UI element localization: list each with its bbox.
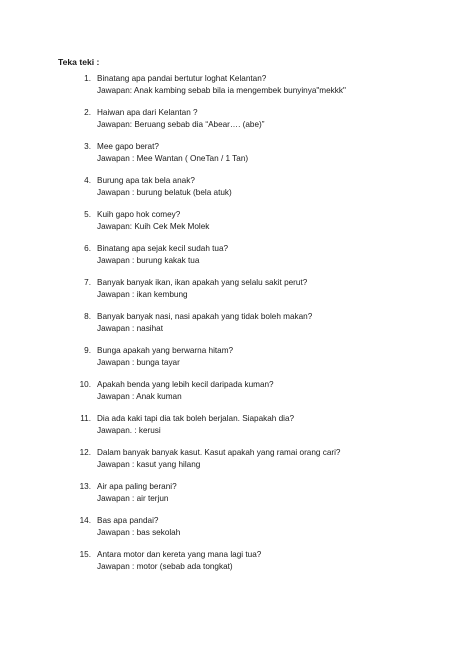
riddle-item [0, 277, 474, 311]
riddle-question: Bunga apakah yang berwarna hitam? [97, 346, 234, 355]
riddle-answer: Jawapan : burung kakak tua [97, 255, 200, 265]
riddle-item [0, 481, 474, 515]
riddle-question: Antara motor dan kereta yang mana lagi tua? [97, 550, 262, 559]
riddle-item [0, 73, 474, 107]
riddle-question: Air apa paling berani? [97, 482, 177, 491]
riddle-number: 5. [84, 210, 91, 219]
riddle-answer: Jawapan: Beruang sebab dia “Abear…. (abe)” [97, 119, 265, 129]
riddle-number: 11. [80, 414, 91, 423]
riddle-item [0, 549, 474, 583]
riddle-question: Bas apa pandai? [97, 516, 159, 525]
document-title: Teka teki : [58, 57, 100, 67]
riddle-item [0, 345, 474, 379]
riddle-answer: Jawapan : bas sekolah [97, 527, 181, 537]
riddle-number: 15. [79, 550, 91, 559]
riddle-item [0, 107, 474, 141]
riddle-answer: Jawapan : ikan kembung [97, 289, 188, 299]
riddle-item [0, 311, 474, 345]
riddle-answer: Jawapan : burung belatuk (bela atuk) [97, 187, 232, 197]
riddle-number: 6. [84, 244, 91, 253]
riddle-number: 8. [84, 312, 91, 321]
riddle-item [0, 175, 474, 209]
riddle-item [0, 447, 474, 481]
riddle-answer: Jawapan : air terjun [97, 493, 169, 503]
riddle-item [0, 209, 474, 243]
riddle-item [0, 141, 474, 175]
riddle-question: Kuih gapo hok comey? [97, 210, 181, 219]
riddle-question: Mee gapo berat? [97, 142, 159, 151]
riddle-question: Dalam banyak banyak kasut. Kasut apakah yang ramai orang cari? [97, 448, 341, 457]
riddle-question: Dia ada kaki tapi dia tak boleh berjalan. Siapakah dia? [97, 414, 295, 423]
riddle-question: Burung apa tak bela anak? [97, 176, 195, 185]
riddle-number: 7. [84, 278, 91, 287]
riddle-item [0, 243, 474, 277]
riddle-number: 14. [79, 516, 91, 525]
riddle-number: 9. [84, 346, 91, 355]
riddle-list [0, 73, 474, 583]
riddle-question: Binatang apa pandai bertutur loghat Kelantan? [97, 74, 267, 83]
riddle-item [0, 515, 474, 549]
riddle-number: 1. [84, 74, 91, 83]
riddle-number: 3. [84, 142, 91, 151]
riddle-number: 2. [84, 108, 91, 117]
riddle-item [0, 413, 474, 447]
riddle-answer: Jawapan : nasihat [97, 323, 163, 333]
riddle-answer: Jawapan : Mee Wantan ( OneTan / 1 Tan) [97, 153, 249, 163]
riddle-answer: Jawapan. : kerusi [97, 425, 161, 435]
riddle-answer: Jawapan: Anak kambing sebab bila ia mengembek bunyinya"mekkk" [97, 85, 346, 95]
riddle-answer: Jawapan : kasut yang hilang [97, 459, 201, 469]
riddle-answer: Jawapan: Kuih Cek Mek Molek [97, 221, 210, 231]
riddle-answer: Jawapan : bunga tayar [97, 357, 180, 367]
riddle-question: Binatang apa sejak kecil sudah tua? [97, 244, 229, 253]
riddle-number: 4. [84, 176, 91, 185]
riddle-question: Banyak banyak ikan, ikan apakah yang selalu sakit perut? [97, 278, 308, 287]
riddle-number: 12. [79, 448, 91, 457]
riddle-question: Haiwan apa dari Kelantan ? [97, 108, 198, 117]
riddle-question: Banyak banyak nasi, nasi apakah yang tidak boleh makan? [97, 312, 313, 321]
riddle-number: 10. [79, 380, 91, 389]
riddle-answer: Jawapan : Anak kuman [97, 391, 182, 401]
riddle-question: Apakah benda yang lebih kecil daripada kuman? [97, 380, 274, 389]
riddle-item [0, 379, 474, 413]
riddle-answer: Jawapan : motor (sebab ada tongkat) [97, 561, 233, 571]
riddle-number: 13. [79, 482, 91, 491]
